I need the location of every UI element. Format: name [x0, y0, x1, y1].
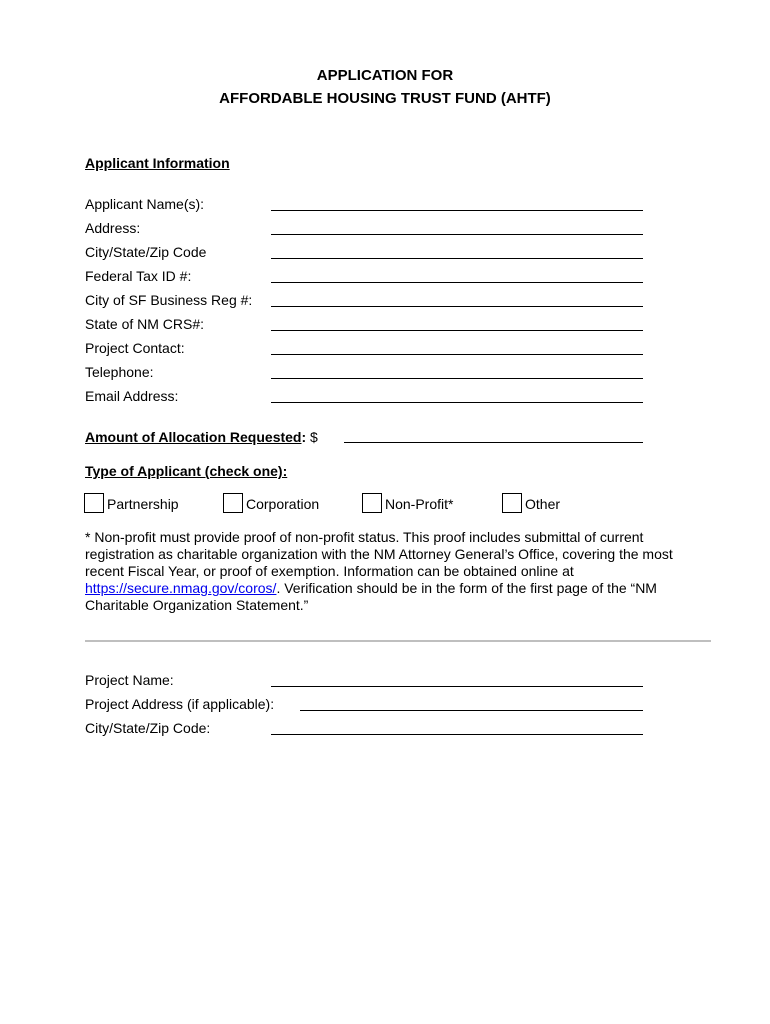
form-title-line2: AFFORDABLE HOUSING TRUST FUND (AHTF): [219, 90, 551, 107]
other-checkbox[interactable]: [502, 493, 522, 513]
sf-business-reg-label: City of SF Business Reg #:: [85, 292, 253, 308]
city-state-zip-label: City/State/Zip Code: [85, 244, 207, 260]
project-name-label: Project Name:: [85, 672, 174, 688]
telephone-field[interactable]: [271, 378, 643, 379]
applicant-info-heading: Applicant Information: [85, 155, 230, 171]
email-address-field[interactable]: [271, 402, 643, 403]
project-address-label: Project Address (if applicable):: [85, 696, 275, 712]
project-name-field[interactable]: [271, 686, 643, 687]
nonprofit-note-text: * Non-profit must provide proof of non-profit status. This proof includes submittal of current registration as charitable organization with the NM Attorney General’s Office, covering the most recent Fiscal Year, or proof of exemption. Information can be obtained online at: [85, 529, 673, 579]
allocation-label: Amount of Allocation Requested: [85, 429, 302, 445]
partnership-checkbox[interactable]: [84, 493, 104, 513]
address-label: Address:: [85, 220, 141, 236]
section-divider: [85, 640, 711, 642]
nonprofit-note: [85, 529, 715, 614]
city-state-zip-field[interactable]: [271, 258, 643, 259]
address-field[interactable]: [271, 234, 643, 235]
other-label: Other: [525, 496, 561, 512]
nm-crs-field[interactable]: [271, 330, 643, 331]
project-city-state-zip-label: City/State/Zip Code:: [85, 720, 211, 736]
allocation-colon: :: [301, 429, 307, 445]
currency-symbol: $: [306, 429, 318, 445]
federal-tax-id-label: Federal Tax ID #:: [85, 268, 192, 284]
partnership-label: Partnership: [107, 496, 179, 512]
allocation-amount-field[interactable]: [344, 442, 643, 443]
applicant-name-field[interactable]: [271, 210, 643, 211]
corporation-label: Corporation: [246, 496, 320, 512]
applicant-type-heading: Type of Applicant (check one):: [85, 463, 288, 479]
federal-tax-id-field[interactable]: [271, 282, 643, 283]
email-address-label: Email Address:: [85, 388, 179, 404]
project-address-field[interactable]: [300, 710, 643, 711]
allocation-row: [85, 429, 318, 445]
project-city-state-zip-field[interactable]: [271, 734, 643, 735]
telephone-label: Telephone:: [85, 364, 154, 380]
form-title-line1: APPLICATION FOR: [316, 67, 454, 84]
project-contact-label: Project Contact:: [85, 340, 185, 356]
coros-link[interactable]: https://secure.nmag.gov/coros/: [85, 580, 277, 596]
nm-crs-label: State of NM CRS#:: [85, 316, 205, 332]
project-contact-field[interactable]: [271, 354, 643, 355]
applicant-name-label: Applicant Name(s):: [85, 196, 205, 212]
sf-business-reg-field[interactable]: [271, 306, 643, 307]
corporation-checkbox[interactable]: [223, 493, 243, 513]
nonprofit-note-text-end: . Verification should be in the form of the first page of the “NM Charitable Organization Statement.”: [85, 580, 657, 613]
non-profit-label: Non-Profit*: [385, 496, 454, 512]
non-profit-checkbox[interactable]: [362, 493, 382, 513]
